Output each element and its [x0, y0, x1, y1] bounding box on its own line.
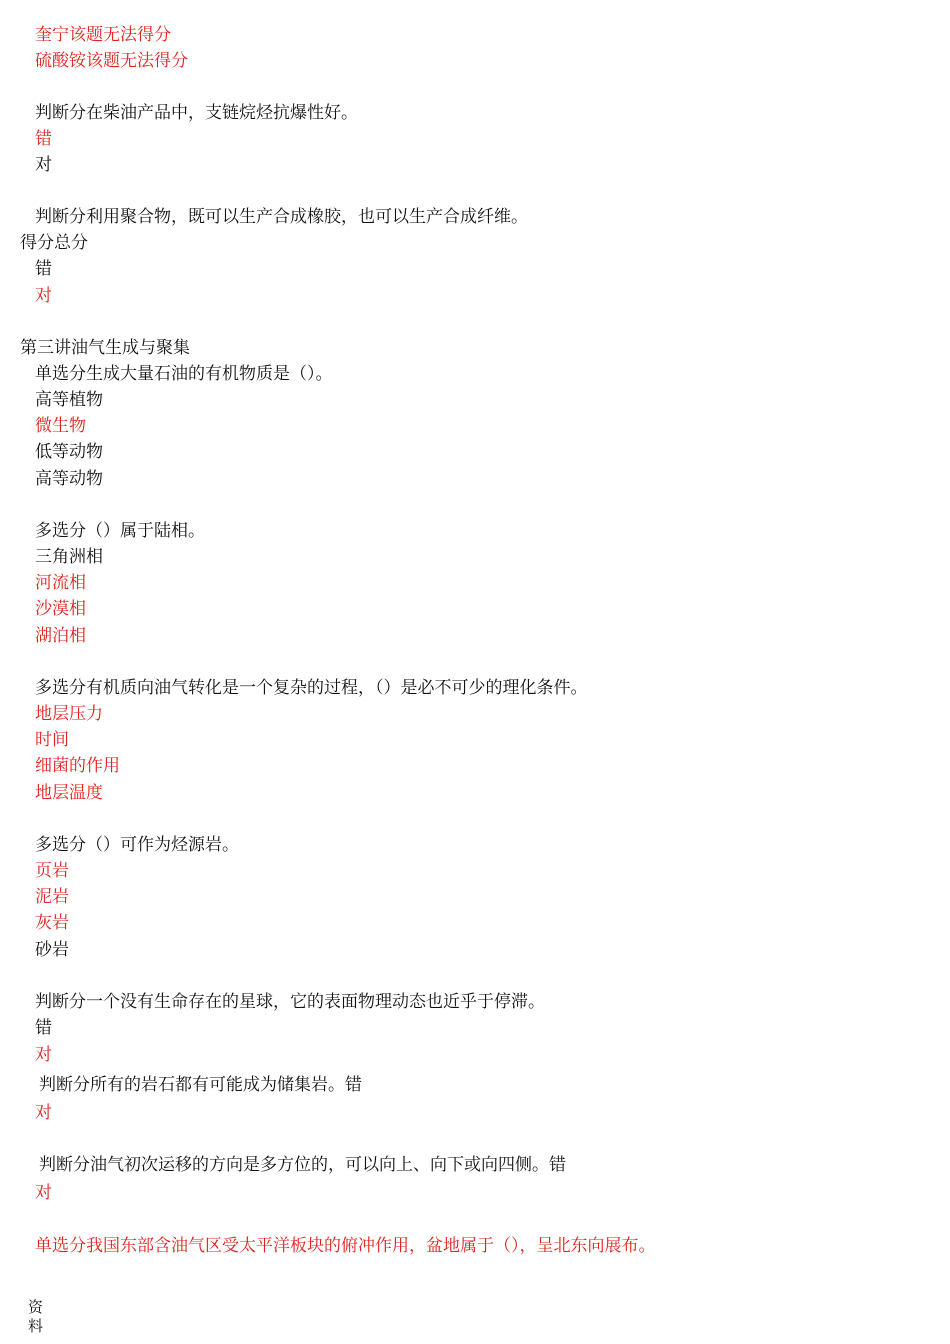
text-line: 硫酸铵该题无法得分 [35, 51, 188, 71]
answer-option: 地层压力 [35, 704, 103, 724]
answer-option: 对 [35, 1183, 52, 1203]
answer-option: 高等动物 [35, 469, 103, 489]
answer-option: 高等植物 [35, 390, 103, 410]
question-text: 判断分利用聚合物，既可以生产合成橡胶，也可以生产合成纤维。 [35, 207, 528, 227]
question-text: 判断分所有的岩石都有可能成为储集岩。错 [39, 1075, 362, 1095]
question-text: 多选分（）属于陆相。 [35, 521, 205, 541]
answer-option: 错 [35, 259, 52, 279]
answer-option: 错 [35, 1018, 52, 1038]
answer-option: 地层温度 [35, 783, 103, 803]
section-heading: 第三讲油气生成与聚集 [20, 338, 190, 358]
answer-option: 低等动物 [35, 442, 103, 462]
footer-char-2: 料 [28, 1317, 44, 1335]
question-text: 单选分生成大量石油的有机物质是（）。 [35, 364, 333, 384]
answer-option: 错 [35, 129, 52, 149]
answer-option: 沙漠相 [35, 599, 86, 619]
answer-option: 泥岩 [35, 887, 69, 907]
answer-option: 湖泊相 [35, 626, 86, 646]
question-text: 多选分有机质向油气转化是一个复杂的过程，（）是必不可少的理化条件。 [35, 678, 588, 698]
question-text: 多选分（）可作为烃源岩。 [35, 835, 239, 855]
answer-option: 对 [35, 1103, 52, 1123]
question-text: 判断分一个没有生命存在的星球，它的表面物理动态也近乎于停滞。 [35, 992, 545, 1012]
answer-option: 对 [35, 286, 52, 306]
score-label: 得分总分 [20, 233, 88, 253]
answer-option: 砂岩 [35, 940, 69, 960]
answer-option: 时间 [35, 730, 69, 750]
answer-option: 河流相 [35, 573, 86, 593]
answer-option: 对 [35, 155, 52, 175]
answer-option: 对 [35, 1045, 52, 1065]
answer-option: 灰岩 [35, 913, 69, 933]
answer-option: 细菌的作用 [35, 756, 120, 776]
question-text: 判断分油气初次运移的方向是多方位的，可以向上、向下或向四侧。错 [39, 1155, 566, 1175]
answer-option: 微生物 [35, 416, 86, 436]
answer-option: 三角洲相 [35, 547, 103, 567]
question-text: 判断分在柴油产品中，支链烷烃抗爆性好。 [35, 103, 358, 123]
footer-char-1: 资 [28, 1298, 44, 1316]
text-line: 奎宁该题无法得分 [35, 25, 171, 45]
answer-option: 页岩 [35, 861, 69, 881]
question-text: 单选分我国东部含油气区受太平洋板块的俯冲作用，盆地属于（），呈北东向展布。 [35, 1236, 656, 1256]
